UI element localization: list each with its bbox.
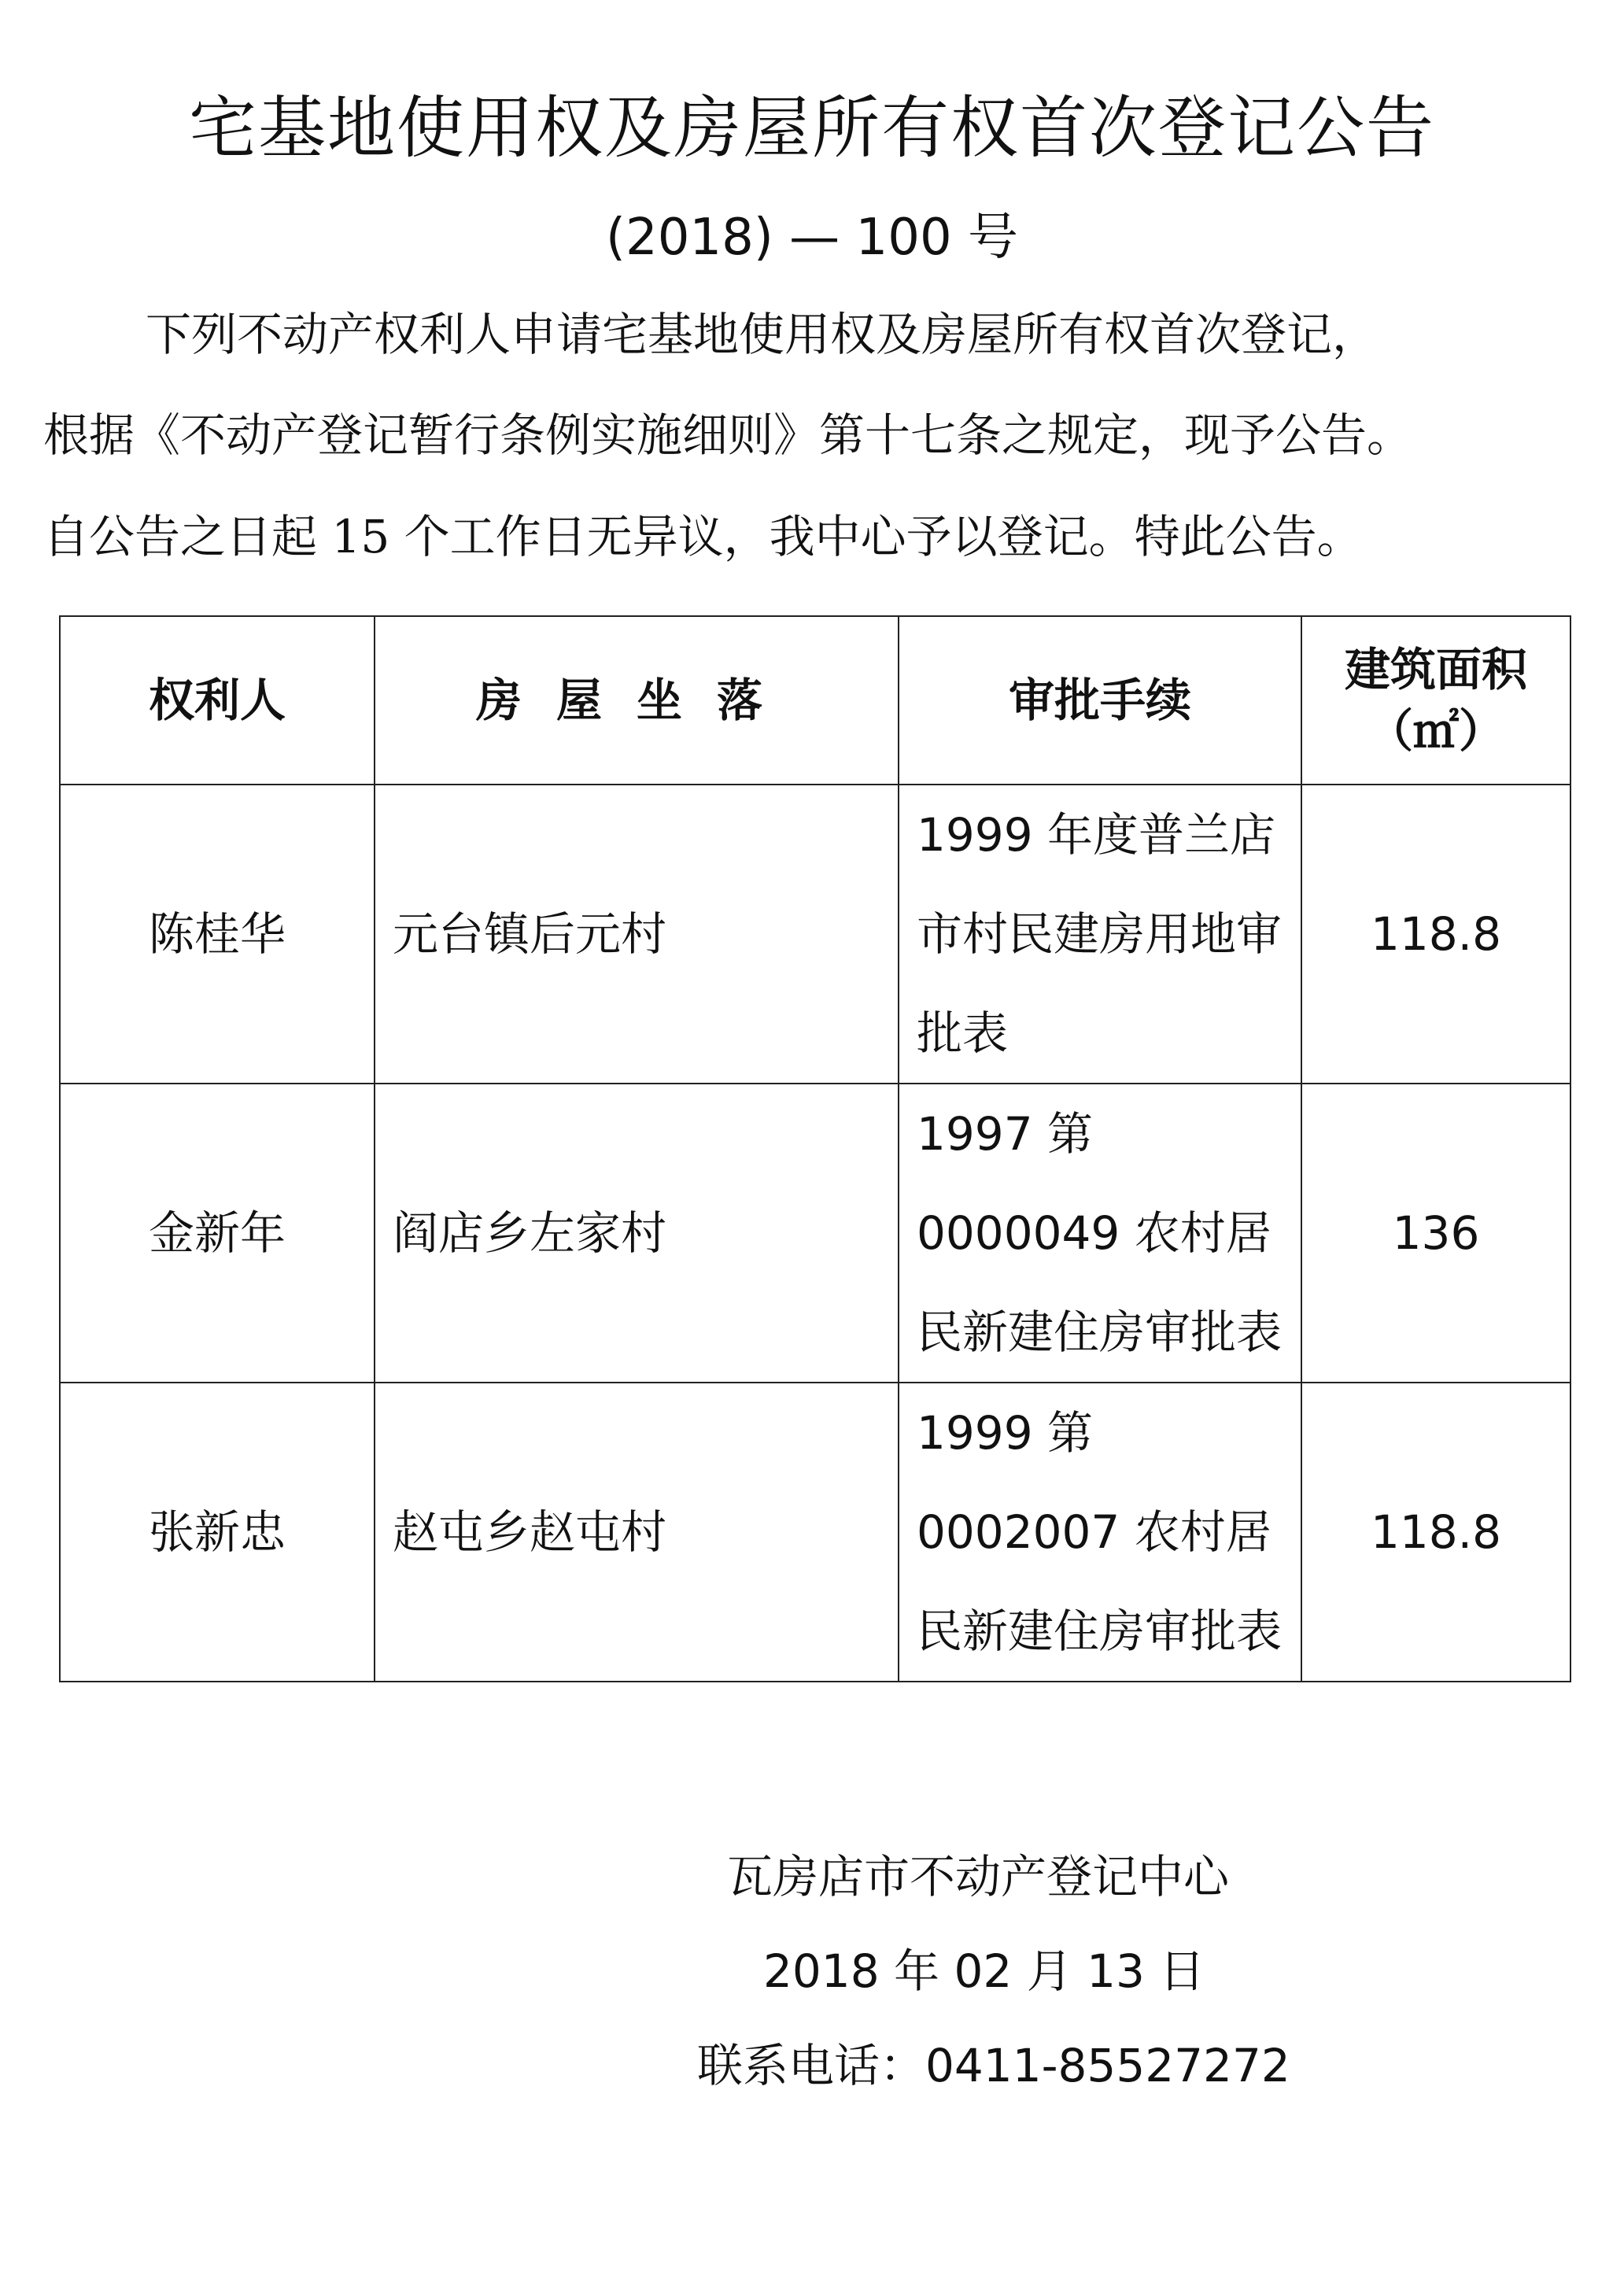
header-area-line1: 建筑面积 xyxy=(1344,643,1527,696)
cell-owner: 金新年 xyxy=(60,1084,375,1383)
issue-date: 2018 年 02 月 13 日 xyxy=(763,1944,1205,1998)
table-header-row xyxy=(60,616,1570,785)
cell-approval: 1997 第 0000049 农村居民新建住房审批表 xyxy=(899,1084,1301,1383)
table-row xyxy=(60,1084,1570,1383)
cell-owner: 陈桂华 xyxy=(60,785,375,1084)
notice-paragraph-3: 自公告之日起 15 个工作日无异议，我中心予以登记。特此公告。 xyxy=(43,510,1363,563)
cell-owner: 张新忠 xyxy=(60,1383,375,1682)
table-row xyxy=(60,785,1570,1084)
registration-table xyxy=(59,615,1571,1682)
document-number: (2018) — 100 号 xyxy=(606,209,1018,267)
header-owner: 权利人 xyxy=(60,616,375,785)
notice-paragraph-1: 下列不动产权利人申请宅基地使用权及房屋所有权首次登记， xyxy=(146,308,1379,361)
cell-location: 赵屯乡赵屯村 xyxy=(375,1383,899,1682)
cell-approval: 1999 年度普兰店市村民建房用地审批表 xyxy=(899,785,1301,1084)
table-row xyxy=(60,1383,1570,1682)
header-approval: 审批手续 xyxy=(899,616,1301,785)
contact-phone: 联系电话：0411-85527272 xyxy=(697,2039,1290,2092)
cell-location: 元台镇后元村 xyxy=(375,785,899,1084)
cell-approval: 1999 第 0002007 农村居民新建住房审批表 xyxy=(899,1383,1301,1682)
header-area-line2: （㎡） xyxy=(1367,704,1504,758)
issuing-organization: 瓦房店市不动产登记中心 xyxy=(727,1850,1230,1903)
header-area xyxy=(1301,616,1570,785)
cell-area: 118.8 xyxy=(1301,1383,1570,1682)
header-location xyxy=(375,616,899,785)
cell-area: 136 xyxy=(1301,1084,1570,1383)
notice-paragraph-2: 根据《不动产登记暂行条例实施细则》第十七条之规定，现予公告。 xyxy=(43,408,1413,462)
header-location-label: 房屋坐落 xyxy=(475,674,797,727)
notice-title: 宅基地使用权及房屋所有权首次登记公告 xyxy=(189,89,1435,168)
cell-area: 118.8 xyxy=(1301,785,1570,1084)
cell-location: 阎店乡左家村 xyxy=(375,1084,899,1383)
